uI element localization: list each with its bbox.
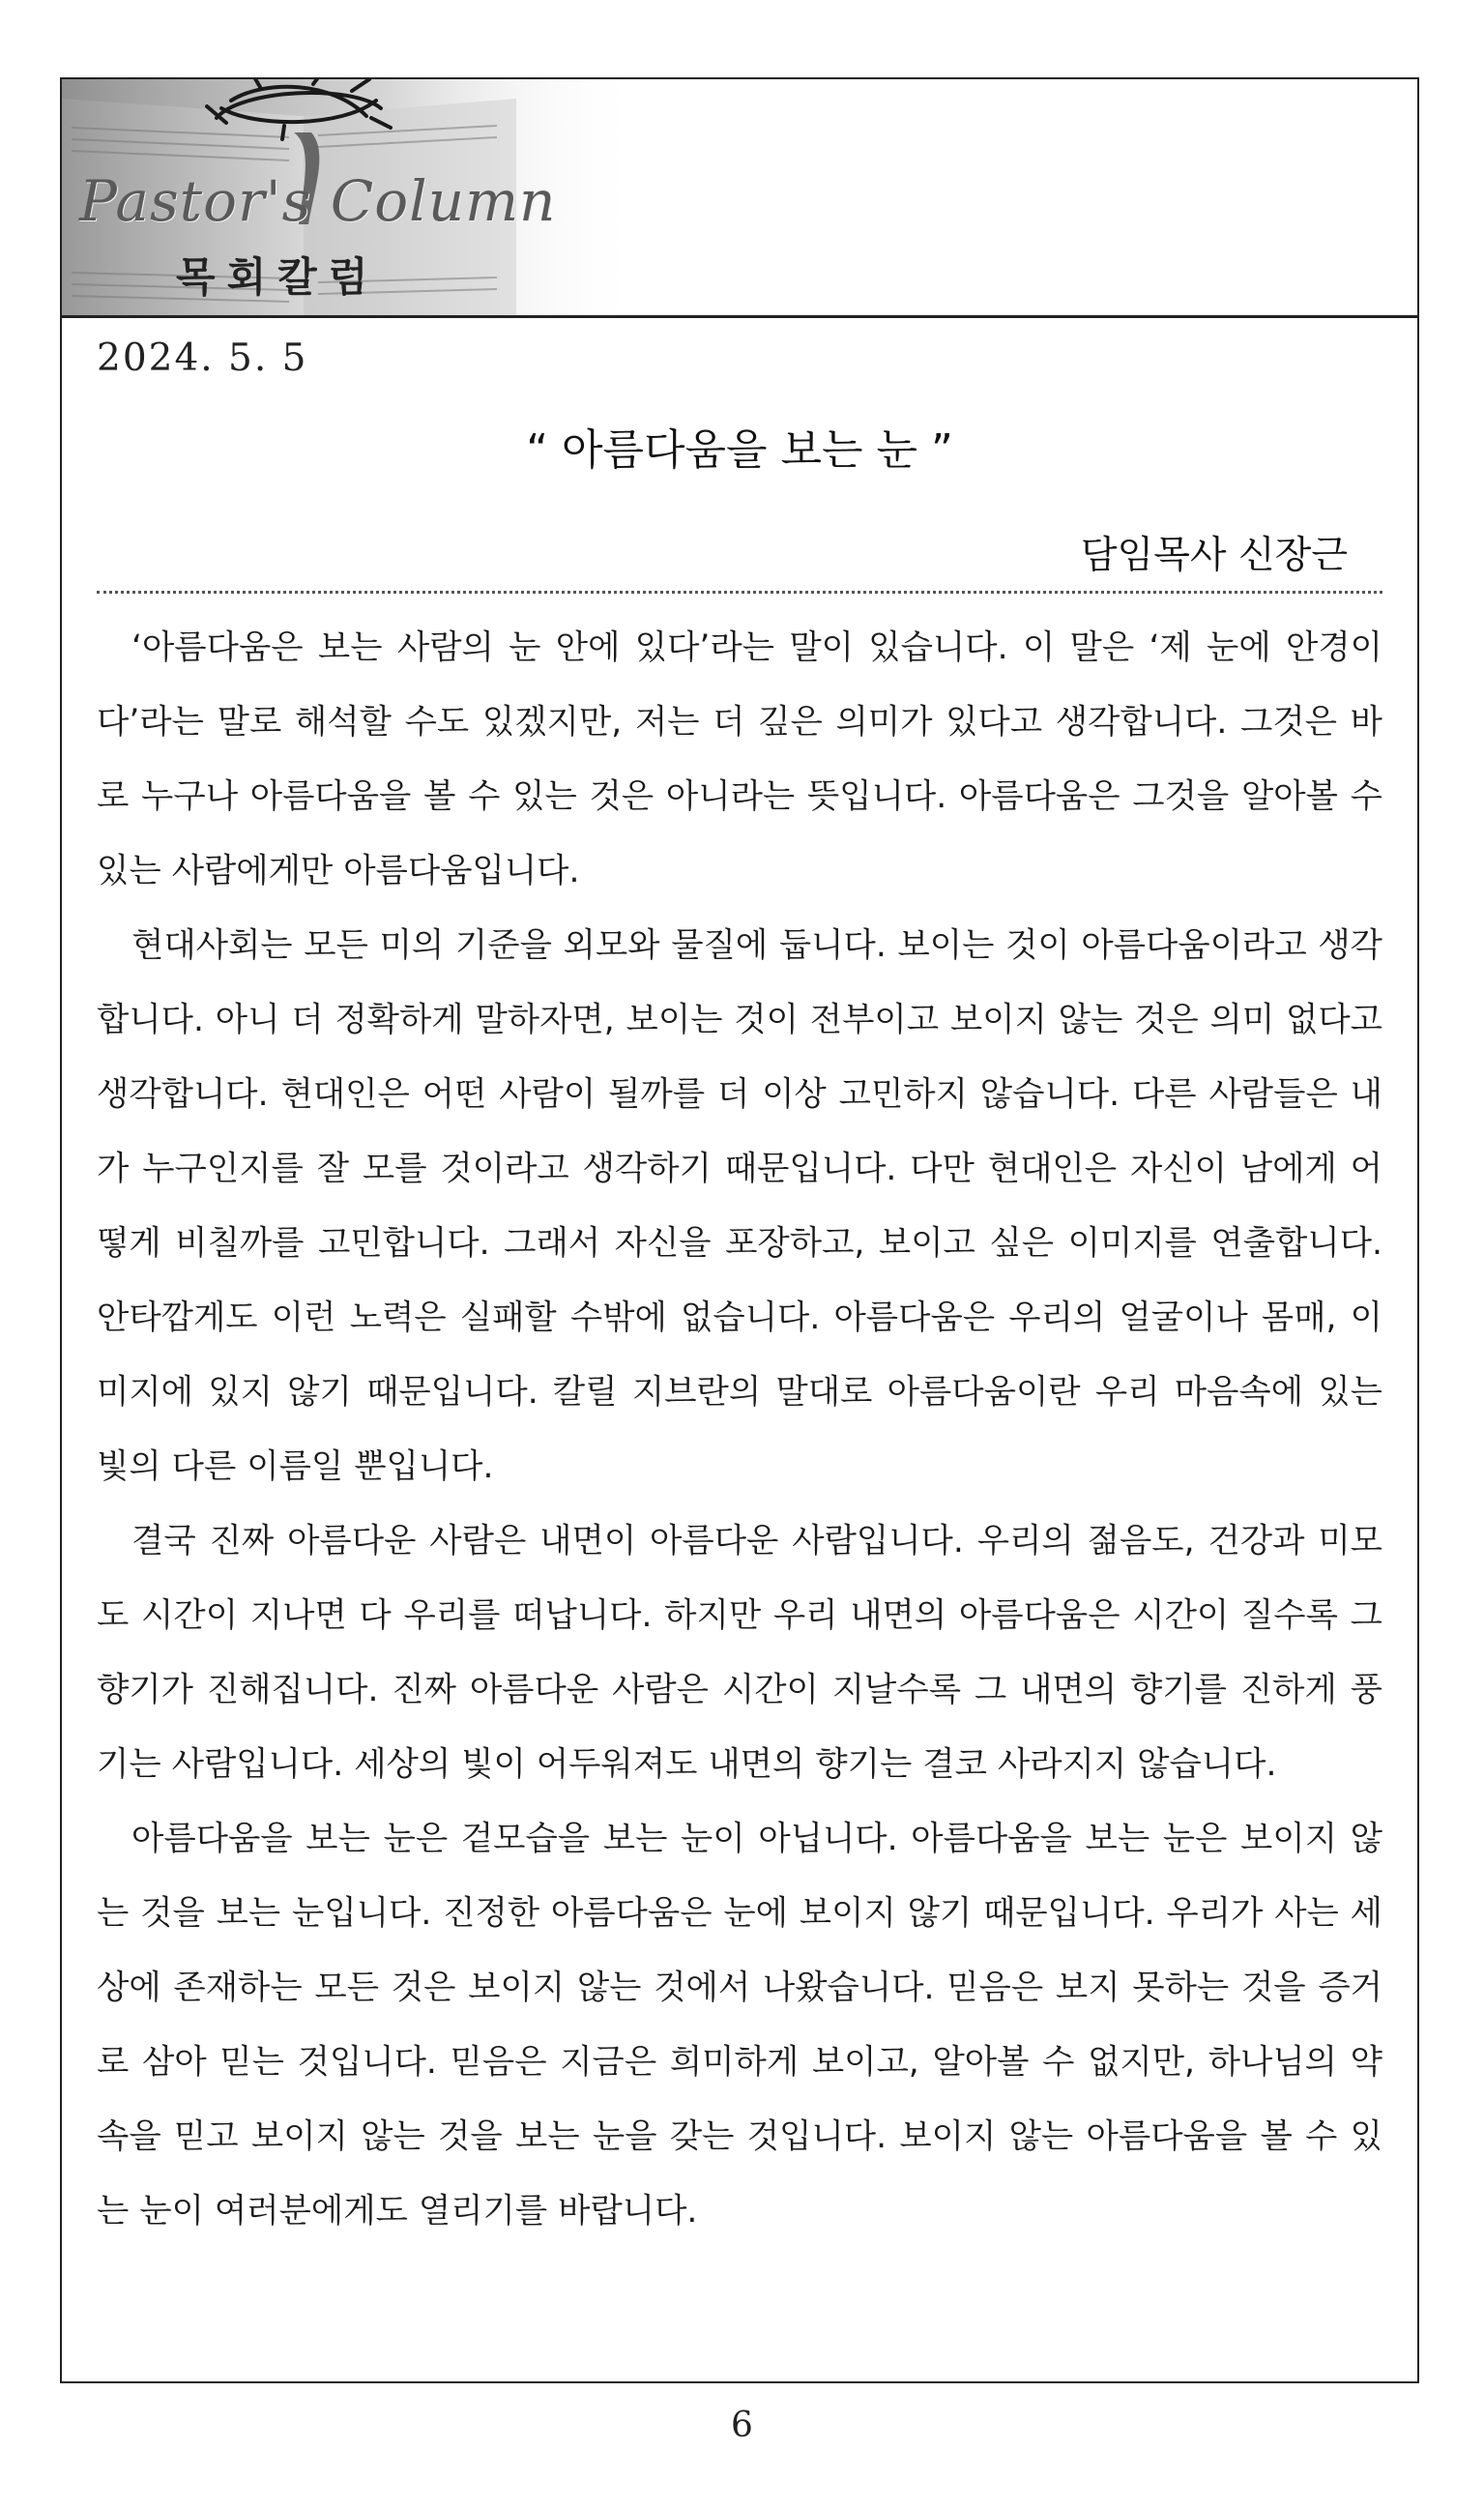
banner-title: Pastor's Column — [79, 168, 557, 234]
pastors-column-banner — [62, 79, 642, 315]
column-title: “ 아름다움을 보는 눈 ” — [526, 425, 953, 475]
dotted-divider — [97, 591, 1382, 594]
column-header — [62, 79, 1417, 318]
paragraph: 현대사회는 모든 미의 기준을 외모와 물질에 둡니다. 보이는 것이 아름다움이라고 생각합니다. 아니 더 정확하게 말하자면, 보이는 것이 전부이고 보이지 않는 것은 의미 없다고 생각합니다. 현대인은 어떤 사람이 될까를 더 이상 고민하지 않습니다. 다른 사람들은 내가 누구인지를 잘 모를 것이라고 생각하기 때문입니다. 다만 현대인은 자신이 남에게 어떻게 비칠까를 고민합니다. 그래서 자신을 포장하고, 보이고 싶은 이미지를 연출합니다. 안타깝게도 이런 노력은 실패할 수밖에 없습니다. 아름다움은 우리의 얼굴이나 몸매, 이미지에 있지 않기 때문입니다. 칼릴 지브란의 말대로 아름다움이란 우리 마음속에 있는 빛의 다른 이름일 뿐입니다. — [97, 926, 1382, 1486]
column-date: 2024. 5. 5 — [97, 336, 308, 380]
paragraph: 결국 진짜 아름다운 사람은 내면이 아름다운 사람입니다. 우리의 젊음도, 건강과 미모도 시간이 지나면 다 우리를 떠납니다. 하지만 우리 내면의 아름다움은 시간이 질수록 그 향기가 진해집니다. 진짜 아름다운 사람은 시간이 지날수록 그 내면의 향기를 진하게 풍기는 사람입니다. 세상의 빛이 어두워져도 내면의 향기는 결코 사라지지 않습니다. — [97, 1522, 1382, 1784]
banner-subtitle: 목회칼럼 — [176, 253, 380, 301]
column-body — [97, 611, 1382, 2249]
column-author: 담임목사 신장근 — [1080, 534, 1348, 577]
column-frame — [60, 77, 1419, 2383]
page-number: 6 — [731, 2406, 753, 2445]
paragraph: 아름다움을 보는 눈은 겉모습을 보는 눈이 아닙니다. 아름다움을 보는 눈은 보이지 않는 것을 보는 눈입니다. 진정한 아름다움은 눈에 보이지 않기 때문입니다. 우리가 사는 세상에 존재하는 모든 것은 보이지 않는 것에서 나왔습니다. 믿음은 보지 못하는 것을 증거로 삼아 믿는 것입니다. 믿음은 지금은 희미하게 보이고, 알아볼 수 없지만, 하나님의 약속을 믿고 보이지 않는 것을 보는 눈을 갖는 것입니다. 보이지 않는 아름다움을 볼 수 있는 눈이 여러분에게도 열리기를 바랍니다. — [97, 1820, 1382, 2231]
paragraph: ‘아름다움은 보는 사람의 눈 안에 있다’라는 말이 있습니다. 이 말은 ‘제 눈에 안경이다’라는 말로 해석할 수도 있겠지만, 저는 더 깊은 의미가 있다고 생각합니다. 그것은 바로 누구나 아름다움을 볼 수 있는 것은 아니라는 뜻입니다. 아름다움은 그것을 알아볼 수 있는 사람에게만 아름다움입니다. — [97, 628, 1382, 890]
